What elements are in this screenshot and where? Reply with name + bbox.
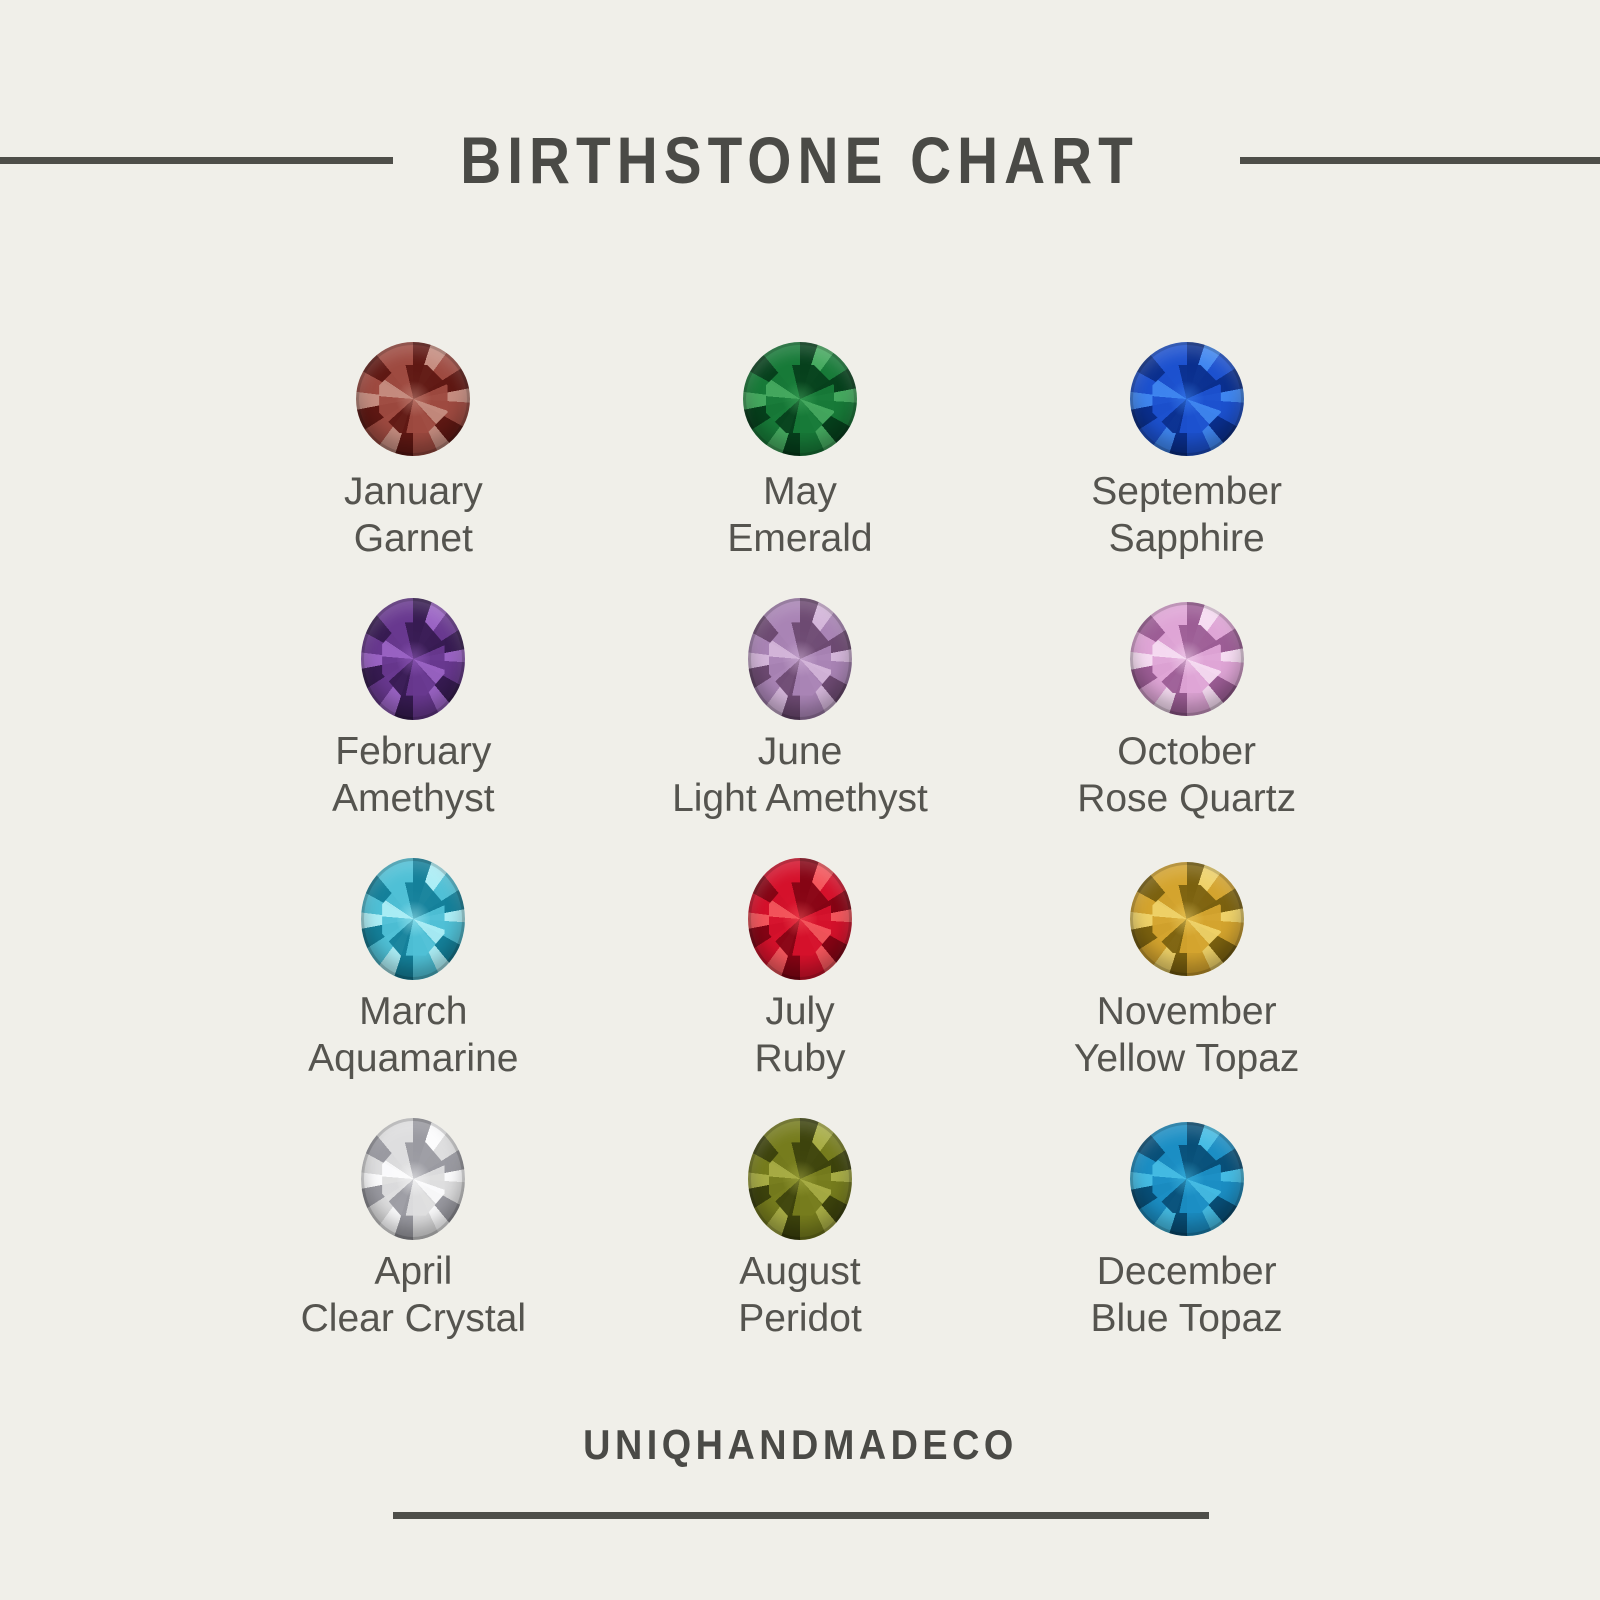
stone-name: Emerald <box>727 517 873 560</box>
stone-name: Sapphire <box>1108 517 1265 560</box>
clear-crystal-gem-icon <box>361 1118 465 1240</box>
stone-caption <box>301 1248 526 1342</box>
yellow-topaz-gem-icon <box>1130 862 1244 976</box>
ruby-gem-icon <box>748 858 852 980</box>
brand-name-text: UNIQHANDMADECO <box>582 1421 1018 1468</box>
gem-wrap <box>356 330 470 468</box>
gem-wrap <box>361 1110 465 1248</box>
stone-month: June <box>757 730 843 773</box>
stone-month: February <box>335 730 492 773</box>
stone-caption <box>1074 988 1300 1082</box>
stone-month: August <box>739 1250 861 1293</box>
stone-name: Garnet <box>353 517 473 560</box>
amethyst-gem-icon <box>361 598 465 720</box>
stone-caption <box>308 988 518 1082</box>
stone-caption <box>1091 468 1282 562</box>
stone-caption <box>332 728 495 822</box>
stone-month: December <box>1096 1250 1277 1293</box>
stone-name: Ruby <box>754 1037 846 1080</box>
blue-topaz-gem-icon <box>1130 1122 1244 1236</box>
stone-name: Rose Quartz <box>1077 777 1297 820</box>
aquamarine-gem-icon <box>361 858 465 980</box>
peridot-gem-icon <box>748 1118 852 1240</box>
gem-wrap <box>1130 330 1244 468</box>
gem-wrap <box>748 850 852 988</box>
gem-wrap <box>748 1110 852 1248</box>
stone-month: October <box>1117 730 1257 773</box>
gem-wrap <box>1130 1110 1244 1248</box>
gem-wrap <box>361 590 465 728</box>
stone-caption <box>344 468 483 562</box>
sapphire-gem-icon <box>1130 342 1244 456</box>
gem-wrap <box>1130 590 1244 728</box>
brand-name <box>0 1418 1600 1472</box>
light-amethyst-gem-icon <box>748 598 852 720</box>
footer-rule <box>393 1512 1209 1519</box>
stone-cell <box>220 850 607 1110</box>
stone-cell <box>607 590 994 850</box>
stone-cell <box>993 850 1380 1110</box>
stone-cell <box>220 590 607 850</box>
stone-month: March <box>359 990 468 1033</box>
stone-cell <box>607 850 994 1110</box>
stone-cell <box>993 330 1380 590</box>
stone-caption <box>754 988 845 1082</box>
stone-cell <box>220 330 607 590</box>
stone-cell <box>220 1110 607 1370</box>
stone-name: Aquamarine <box>308 1037 519 1080</box>
stone-month: May <box>763 470 837 513</box>
stone-cell <box>607 330 994 590</box>
stone-name: Blue Topaz <box>1090 1297 1283 1340</box>
stone-month: January <box>343 470 483 513</box>
stone-name: Clear Crystal <box>300 1297 527 1340</box>
gem-wrap <box>748 590 852 728</box>
stone-cell <box>993 590 1380 850</box>
emerald-gem-icon <box>743 342 857 456</box>
gem-wrap <box>361 850 465 988</box>
stone-name: Light Amethyst <box>672 777 928 820</box>
stone-month: September <box>1091 470 1283 513</box>
stone-caption <box>727 468 872 562</box>
stone-month: July <box>765 990 835 1033</box>
page-title-text: BIRTHSTONE CHART <box>460 123 1140 197</box>
garnet-gem-icon <box>356 342 470 456</box>
stone-caption <box>1077 728 1296 822</box>
stone-caption <box>738 1248 862 1342</box>
stone-caption <box>1091 1248 1283 1342</box>
gem-wrap <box>743 330 857 468</box>
stone-name: Amethyst <box>332 777 495 820</box>
rose-quartz-gem-icon <box>1130 602 1244 716</box>
stone-month: November <box>1096 990 1277 1033</box>
gem-wrap <box>1130 850 1244 988</box>
stone-cell <box>993 1110 1380 1370</box>
stone-name: Yellow Topaz <box>1073 1037 1300 1080</box>
stone-month: April <box>374 1250 453 1293</box>
stone-name: Peridot <box>738 1297 862 1340</box>
title-rule-right <box>1240 157 1600 164</box>
stone-caption <box>672 728 928 822</box>
stones-grid <box>220 330 1380 1370</box>
stone-cell <box>607 1110 994 1370</box>
